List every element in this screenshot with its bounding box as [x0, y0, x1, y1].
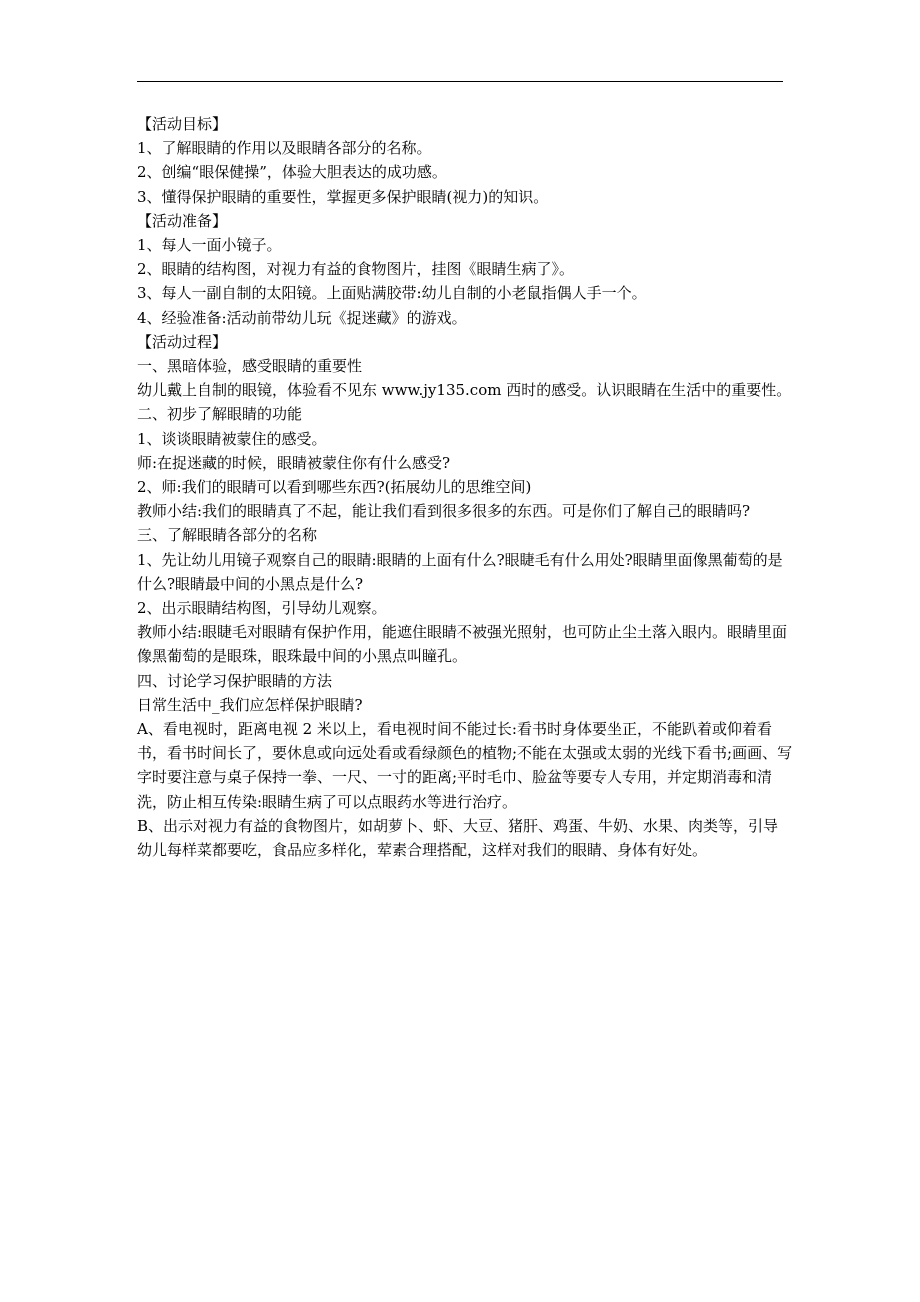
prep-item-4: 4、经验准备:活动前带幼儿玩《捉迷藏》的游戏。 [137, 308, 467, 327]
process-part-3-line-3: 教师小结:眼睫毛对眼睛有保护作用，能遮住眼睛不被强光照射，也可防止尘土落入眼内。眼睛里面像黑葡萄的是眼珠，眼珠最中间的小黑点叫瞳孔。 [137, 623, 788, 666]
process-part-3-line-1: 1、先让幼儿用镜子观察自己的眼睛:眼睛的上面有什么?眼睫毛有什么用处?眼睛里面像黑葡萄的是什么?眼睛最中间的小黑点是什么? [137, 550, 783, 593]
process-part-1-text: 幼儿戴上自制的眼镜，体验看不见东 www.jy135.com 西时的感受。认识眼睛在生活中的重要性。 [137, 381, 792, 400]
process-part-2-line-4: 教师小结:我们的眼睛真了不起，能让我们看到很多很多的东西。可是你们了解自己的眼睛吗? [137, 502, 751, 521]
process-part-2-line-1: 1、谈谈眼睛被蒙住的感受。 [137, 429, 327, 448]
process-part-4-line-1: 日常生活中_我们应怎样保护眼睛? [137, 695, 363, 714]
process-part-4-line-2: A、看电视时，距离电视 2 米以上，看电视时间不能过长:看书时身体要坐正，不能趴着或仰着看书，看书时间长了，要休息或向远处看或看绿颜色的植物;不能在太强或太弱的光线下看书;画画、写字时要注意与桌子保持一拳、一尺、一寸的距离;平时毛巾、脸盆等要专人专用，并定期消毒和清洗，防止相互传染:眼睛生病了可以点眼药水等进行治疗。 [137, 720, 793, 811]
section-title-preparation: 【活动准备】 [137, 211, 228, 230]
prep-item-1: 1、每人一面小镜子。 [137, 236, 282, 255]
process-part-3-line-2: 2、出示眼睛结构图，引导幼儿观察。 [137, 599, 387, 618]
process-part-4-heading: 四、讨论学习保护眼睛的方法 [137, 671, 333, 690]
prep-item-3: 3、每人一副自制的太阳镜。上面贴满胶带:幼儿自制的小老鼠指偶人手一个。 [137, 284, 647, 303]
goal-item-3: 3、懂得保护眼睛的重要性，掌握更多保护眼睛(视力)的知识。 [137, 187, 549, 206]
goal-item-1: 1、了解眼睛的作用以及眼睛各部分的名称。 [137, 139, 432, 158]
section-title-process: 【活动过程】 [137, 332, 228, 351]
process-part-4-line-3: B、出示对视力有益的食物图片，如胡萝卜、虾、大豆、猪肝、鸡蛋、牛奶、水果、肉类等，引导幼儿每样菜都要吃，食品应多样化，荤素合理搭配，这样对我们的眼睛、身体有好处。 [137, 816, 779, 860]
section-title-goals: 【活动目标】 [137, 115, 228, 133]
process-part-2-line-3: 2、师:我们的眼睛可以看到哪些东西?(拓展幼儿的思维空间) [137, 478, 532, 497]
document-body [137, 112, 793, 862]
process-part-2-line-2: 师:在捉迷藏的时候，眼睛被蒙住你有什么感受? [137, 453, 451, 472]
process-part-1-heading: 一、黑暗体验，感受眼睛的重要性 [137, 357, 363, 376]
process-part-3-heading: 三、了解眼睛各部分的名称 [137, 526, 318, 545]
process-part-2-heading: 二、初步了解眼睛的功能 [137, 405, 303, 424]
header-rule [137, 81, 783, 82]
prep-item-2: 2、眼睛的结构图，对视力有益的食物图片，挂图《眼睛生病了》。 [137, 260, 575, 279]
goal-item-2: 2、创编“眼保健操”，体验大胆表达的成功感。 [137, 163, 447, 182]
